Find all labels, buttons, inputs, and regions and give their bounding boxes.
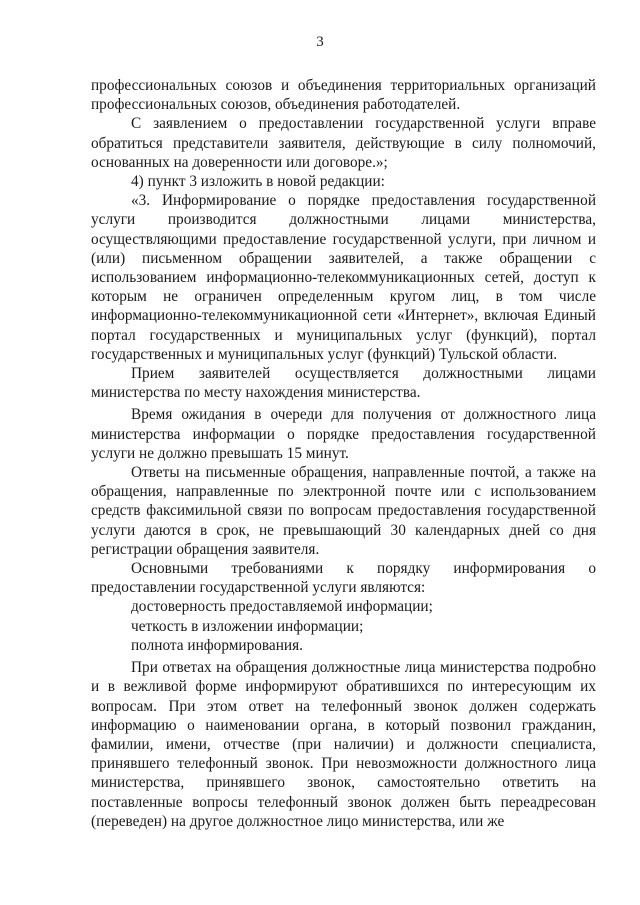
paragraph-representatives: С заявлением о предоставлении государственной услуги вправе обратиться представители заявителя, действующие в силу полномочий, основанных на доверенности или договоре.»; xyxy=(91,115,596,171)
paragraph-reception: Прием заявителей осуществляется должностными лицами министерства по месту нахождения министерства. xyxy=(91,365,596,402)
list-item-reliability: достоверность предоставляемой информации; xyxy=(131,598,433,616)
list-item-clarity: четкость в изложении информации; xyxy=(131,617,364,635)
document-body xyxy=(91,76,596,831)
paragraph-continuation: профессиональных союзов и объединения территориальных организаций профессиональных союзов, объединения работодателей. xyxy=(91,77,596,114)
list-item-completeness: полнота информирования. xyxy=(131,636,303,654)
paragraph-item-4: 4) пункт 3 изложить в новой редакции: xyxy=(131,173,385,191)
paragraph-waiting-time: Время ожидания в очереди для получения от должностного лица министерства информации о порядке предоставления государственной услуги не должно превышать 15 минут. xyxy=(91,406,596,462)
paragraph-requirements: Основными требованиями к порядку информирования о предоставлении государственной услуги являются: xyxy=(91,560,596,597)
page-number: 3 xyxy=(316,34,324,50)
paragraph-written-replies: Ответы на письменные обращения, направленные почтой, а также на обращения, направленные по электронной почте или с использованием средств факсимильной связи по вопросам предоставления государственной услуги даются в срок, не превышающий 30 календарных дней со дня регистрации обращения заявителя. xyxy=(91,464,596,558)
paragraph-phone-replies: При ответах на обращения должностные лица министерства подробно и в вежливой форме информируют обратившихся по интересующим их вопросам. При этом ответ на телефонный звонок должен содержать информацию о наименовании органа, в который позвонил гражданин, фамилии, имени, отчестве (при наличии) и должности специалиста, принявшего телефонный звонок. При невозможности должностного лица министерства, принявшего звонок, самостоятельно ответить на поставленные вопросы телефонный звонок должен быть переадресован (переведен) на другое должностное лицо министерства, или же xyxy=(91,659,596,830)
paragraph-clause-3: «3. Информирование о порядке предоставления государственной услуги производится должностными лицами министерства, осуществляющими предоставление государственной услуги, при личном и (или) письменном обращении заявителей, а также обращении с использованием информационно-телекоммуникационных сетей, доступ к которым не ограничен определенным кругом лиц, в том числе информационно-телекоммуникационной сети «Интернет», включая Единый портал государственных и муниципальных услуг (функций), портал государственных и муниципальных услуг (функций) Тульской области. xyxy=(91,192,596,363)
